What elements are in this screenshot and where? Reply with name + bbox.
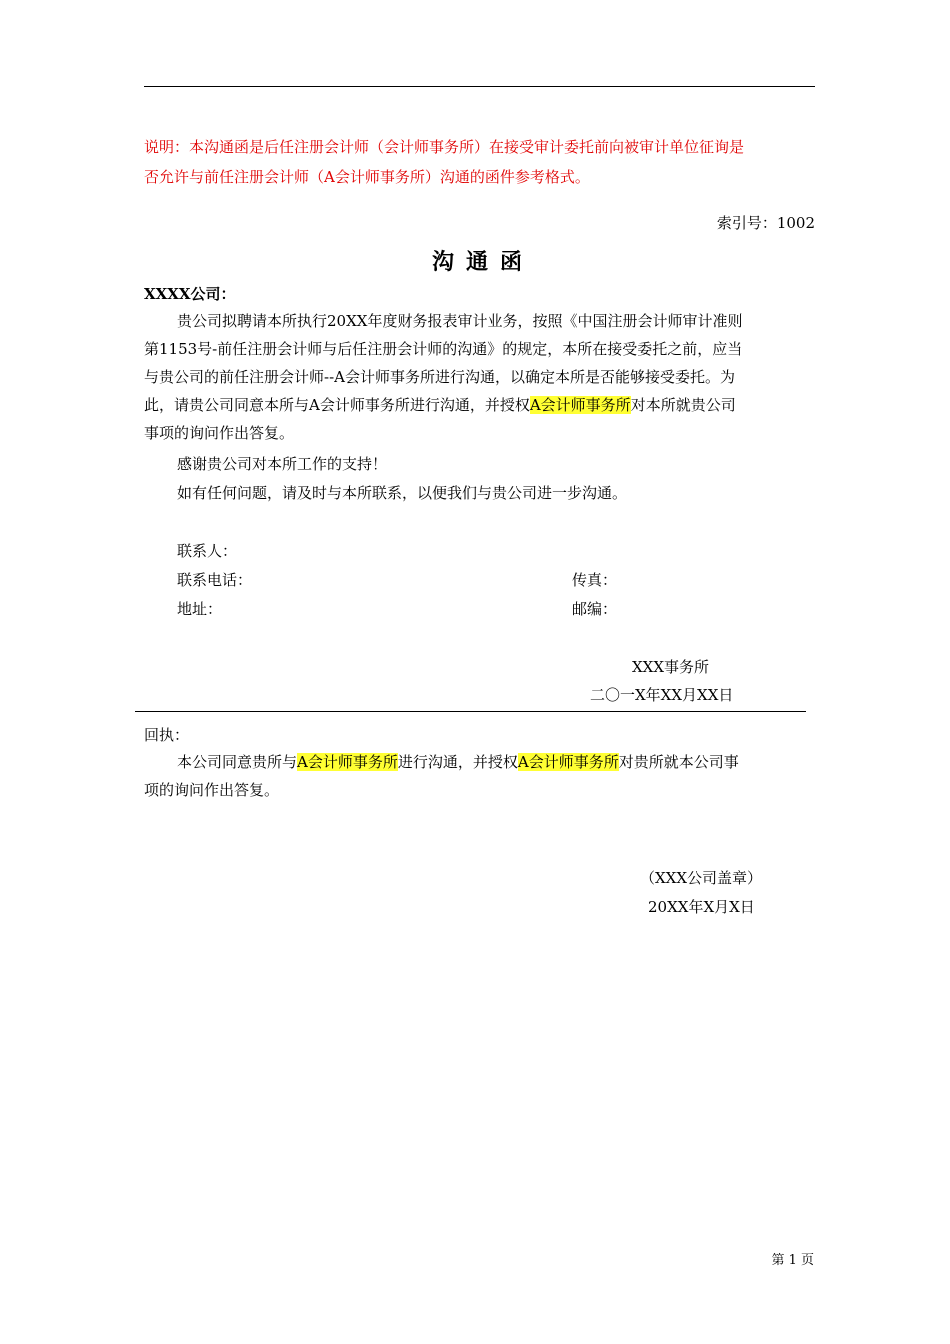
receipt-line (144, 748, 816, 776)
note-line-1: 说明：本沟通函是后任注册会计师（会计师事务所）在接受审计委托前向被审计单位征询是 (144, 138, 745, 156)
index-number: 索引号：1002 (716, 214, 815, 232)
body-line: 贵公司拟聘请本所执行20XX年度财务报表审计业务，按照《中国注册会计师审计准则 (177, 312, 743, 330)
receipt-date: 20XX年X月X日 (648, 898, 755, 916)
receipt-divider (135, 711, 806, 712)
body-line: 事项的询问作出答复。 (144, 424, 295, 442)
receipt-text: 进行沟通，并授权 (397, 753, 518, 771)
body-line: 与贵公司的前任注册会计师--A会计师事务所进行沟通，以确定本所是否能够接受委托。为 (144, 368, 735, 386)
receipt-text: 对贵所就本公司事 (618, 753, 739, 771)
thanks-line: 感谢贵公司对本所工作的支持！ (177, 455, 388, 473)
highlighted-firm: A会计师事务所 (529, 396, 631, 414)
document-title: 沟通函 (432, 249, 535, 275)
contact-request-line: 如有任何问题，请及时与本所联系，以便我们与贵公司进一步沟通。 (177, 484, 628, 502)
body-text: 对本所就贵公司 (630, 396, 736, 414)
salutation: XXXX公司： (144, 285, 236, 303)
signature-date: 二〇一X年XX月XX日 (590, 686, 734, 704)
receipt-text: 本公司同意贵所与 (177, 753, 298, 771)
receipt-line: 项的询问作出答复。 (144, 781, 280, 799)
body-line: 第1153号-前任注册会计师与后任注册会计师的沟通》的规定，本所在接受委托之前，应当 (144, 340, 743, 358)
receipt-paragraph (144, 748, 816, 804)
contact-phone-label: 联系电话： (177, 571, 253, 589)
note-line-2: 否允许与前任注册会计师（A会计师事务所）沟通的函件参考格式。 (144, 168, 590, 186)
address-label: 地址： (177, 600, 223, 618)
body-text: 此，请贵公司同意本所与A会计师事务所进行沟通，并授权 (144, 396, 530, 414)
firm-signature: XXX事务所 (632, 658, 710, 676)
fax-label: 传真： (572, 571, 618, 589)
body-paragraph-1 (144, 307, 816, 447)
highlighted-firm: A会计师事务所 (517, 753, 619, 771)
highlighted-firm: A会计师事务所 (297, 753, 398, 771)
body-line (144, 391, 816, 419)
company-seal: （XXX公司盖章） (640, 869, 763, 887)
explanatory-note (144, 132, 744, 192)
page-number: 第 1 页 (771, 1253, 814, 1268)
top-rule (144, 86, 815, 87)
postcode-label: 邮编： (572, 600, 618, 618)
contact-person-label: 联系人： (177, 542, 238, 560)
receipt-heading: 回执： (144, 726, 190, 744)
